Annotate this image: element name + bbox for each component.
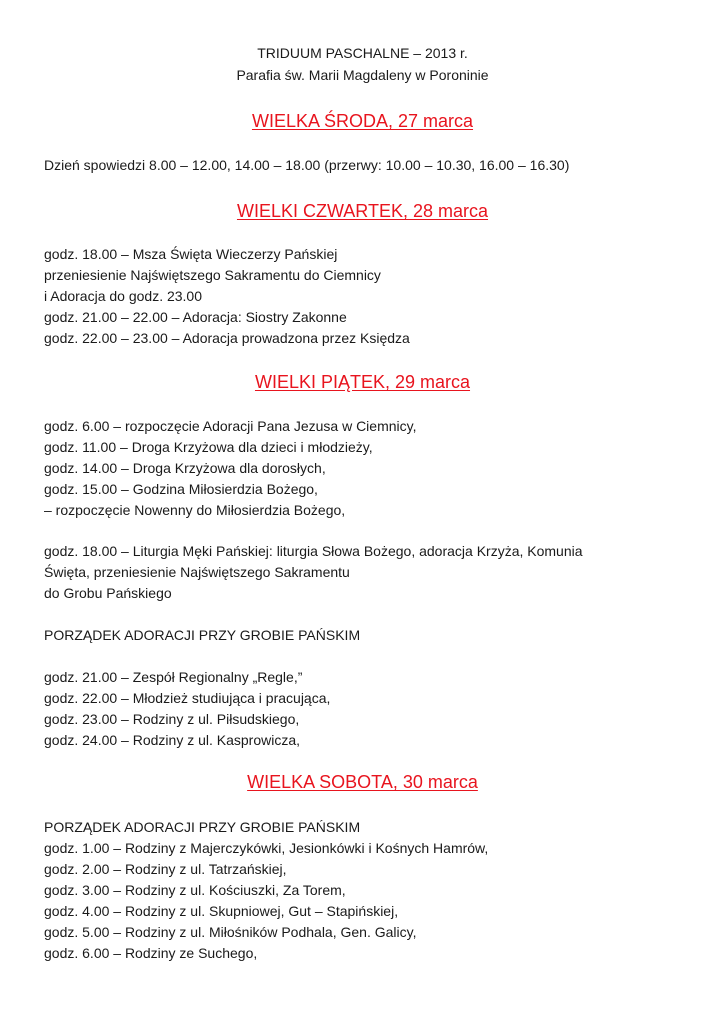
thursday-line: przeniesienie Najświętszego Sakramentu do Ciemnicy: [44, 267, 381, 283]
heading-friday: WIELKI PIĄTEK, 29 marca: [254, 372, 471, 392]
liturgy-line: godz. 18.00 – Liturgia Męki Pańskiej: liturgia Słowa Bożego, adoracja Krzyża, Komunia: [44, 543, 583, 559]
adoration-title-saturday: PORZĄDEK ADORACJI PRZY GROBIE PAŃSKIM: [44, 819, 361, 835]
friday-line: godz. 6.00 – rozpoczęcie Adoracji Pana Jezusa w Ciemnicy,: [44, 418, 417, 434]
saturday-line: godz. 5.00 – Rodziny z ul. Miłośników Podhala, Gen. Galicy,: [44, 924, 417, 940]
friday-line: godz. 14.00 – Droga Krzyżowa dla dorosłych,: [44, 460, 326, 476]
adoration-title-friday: PORZĄDEK ADORACJI PRZY GROBIE PAŃSKIM: [44, 627, 361, 643]
friday-line: – rozpoczęcie Nowenny do Miłosierdzia Bożego,: [44, 502, 346, 518]
liturgy-line: Święta, przeniesienie Najświętszego Sakramentu: [44, 564, 350, 580]
thursday-line: godz. 21.00 – 22.00 – Adoracja: Siostry Zakonne: [44, 309, 347, 325]
parish-name: Parafia św. Marii Magdaleny w Poroninie: [236, 67, 489, 83]
liturgy-line: do Grobu Pańskiego: [44, 585, 172, 601]
thursday-line: godz. 18.00 – Msza Święta Wieczerzy Pańskiej: [44, 246, 338, 262]
friday-line: godz. 15.00 – Godzina Miłosierdzia Bożego,: [44, 481, 318, 497]
friday-adoration-line: godz. 24.00 – Rodziny z ul. Kasprowicza,: [44, 732, 301, 748]
heading-saturday: WIELKA SOBOTA, 30 marca: [247, 772, 478, 792]
saturday-line: godz. 1.00 – Rodziny z Majerczykówki, Jesionkówki i Kośnych Hamrów,: [44, 840, 489, 856]
saturday-line: godz. 3.00 – Rodziny z ul. Kościuszki, Za Torem,: [44, 882, 346, 898]
thursday-line: godz. 22.00 – 23.00 – Adoracja prowadzona przez Księdza: [44, 330, 410, 346]
document-title: TRIDUUM PASCHALNE – 2013 r.: [257, 45, 468, 61]
confession-line: Dzień spowiedzi 8.00 – 12.00, 14.00 – 18.00 (przerwy: 10.00 – 10.30, 16.00 – 16.30): [44, 157, 570, 173]
saturday-line: godz. 6.00 – Rodziny ze Suchego,: [44, 945, 258, 961]
friday-adoration-line: godz. 23.00 – Rodziny z ul. Piłsudskiego,: [44, 711, 300, 727]
friday-line: godz. 11.00 – Droga Krzyżowa dla dzieci i młodzieży,: [44, 439, 373, 455]
saturday-line: godz. 2.00 – Rodziny z ul. Tatrzańskiej,: [44, 861, 287, 877]
heading-wednesday: WIELKA ŚRODA, 27 marca: [251, 111, 474, 131]
friday-adoration-line: godz. 22.00 – Młodzież studiująca i pracująca,: [44, 690, 331, 706]
heading-thursday: WIELKI CZWARTEK, 28 marca: [236, 201, 489, 221]
thursday-line: i Adoracja do godz. 23.00: [44, 288, 203, 304]
friday-adoration-line: godz. 21.00 – Zespół Regionalny „Regle,”: [44, 669, 303, 685]
saturday-line: godz. 4.00 – Rodziny z ul. Skupniowej, Gut – Stapińskiej,: [44, 903, 399, 919]
